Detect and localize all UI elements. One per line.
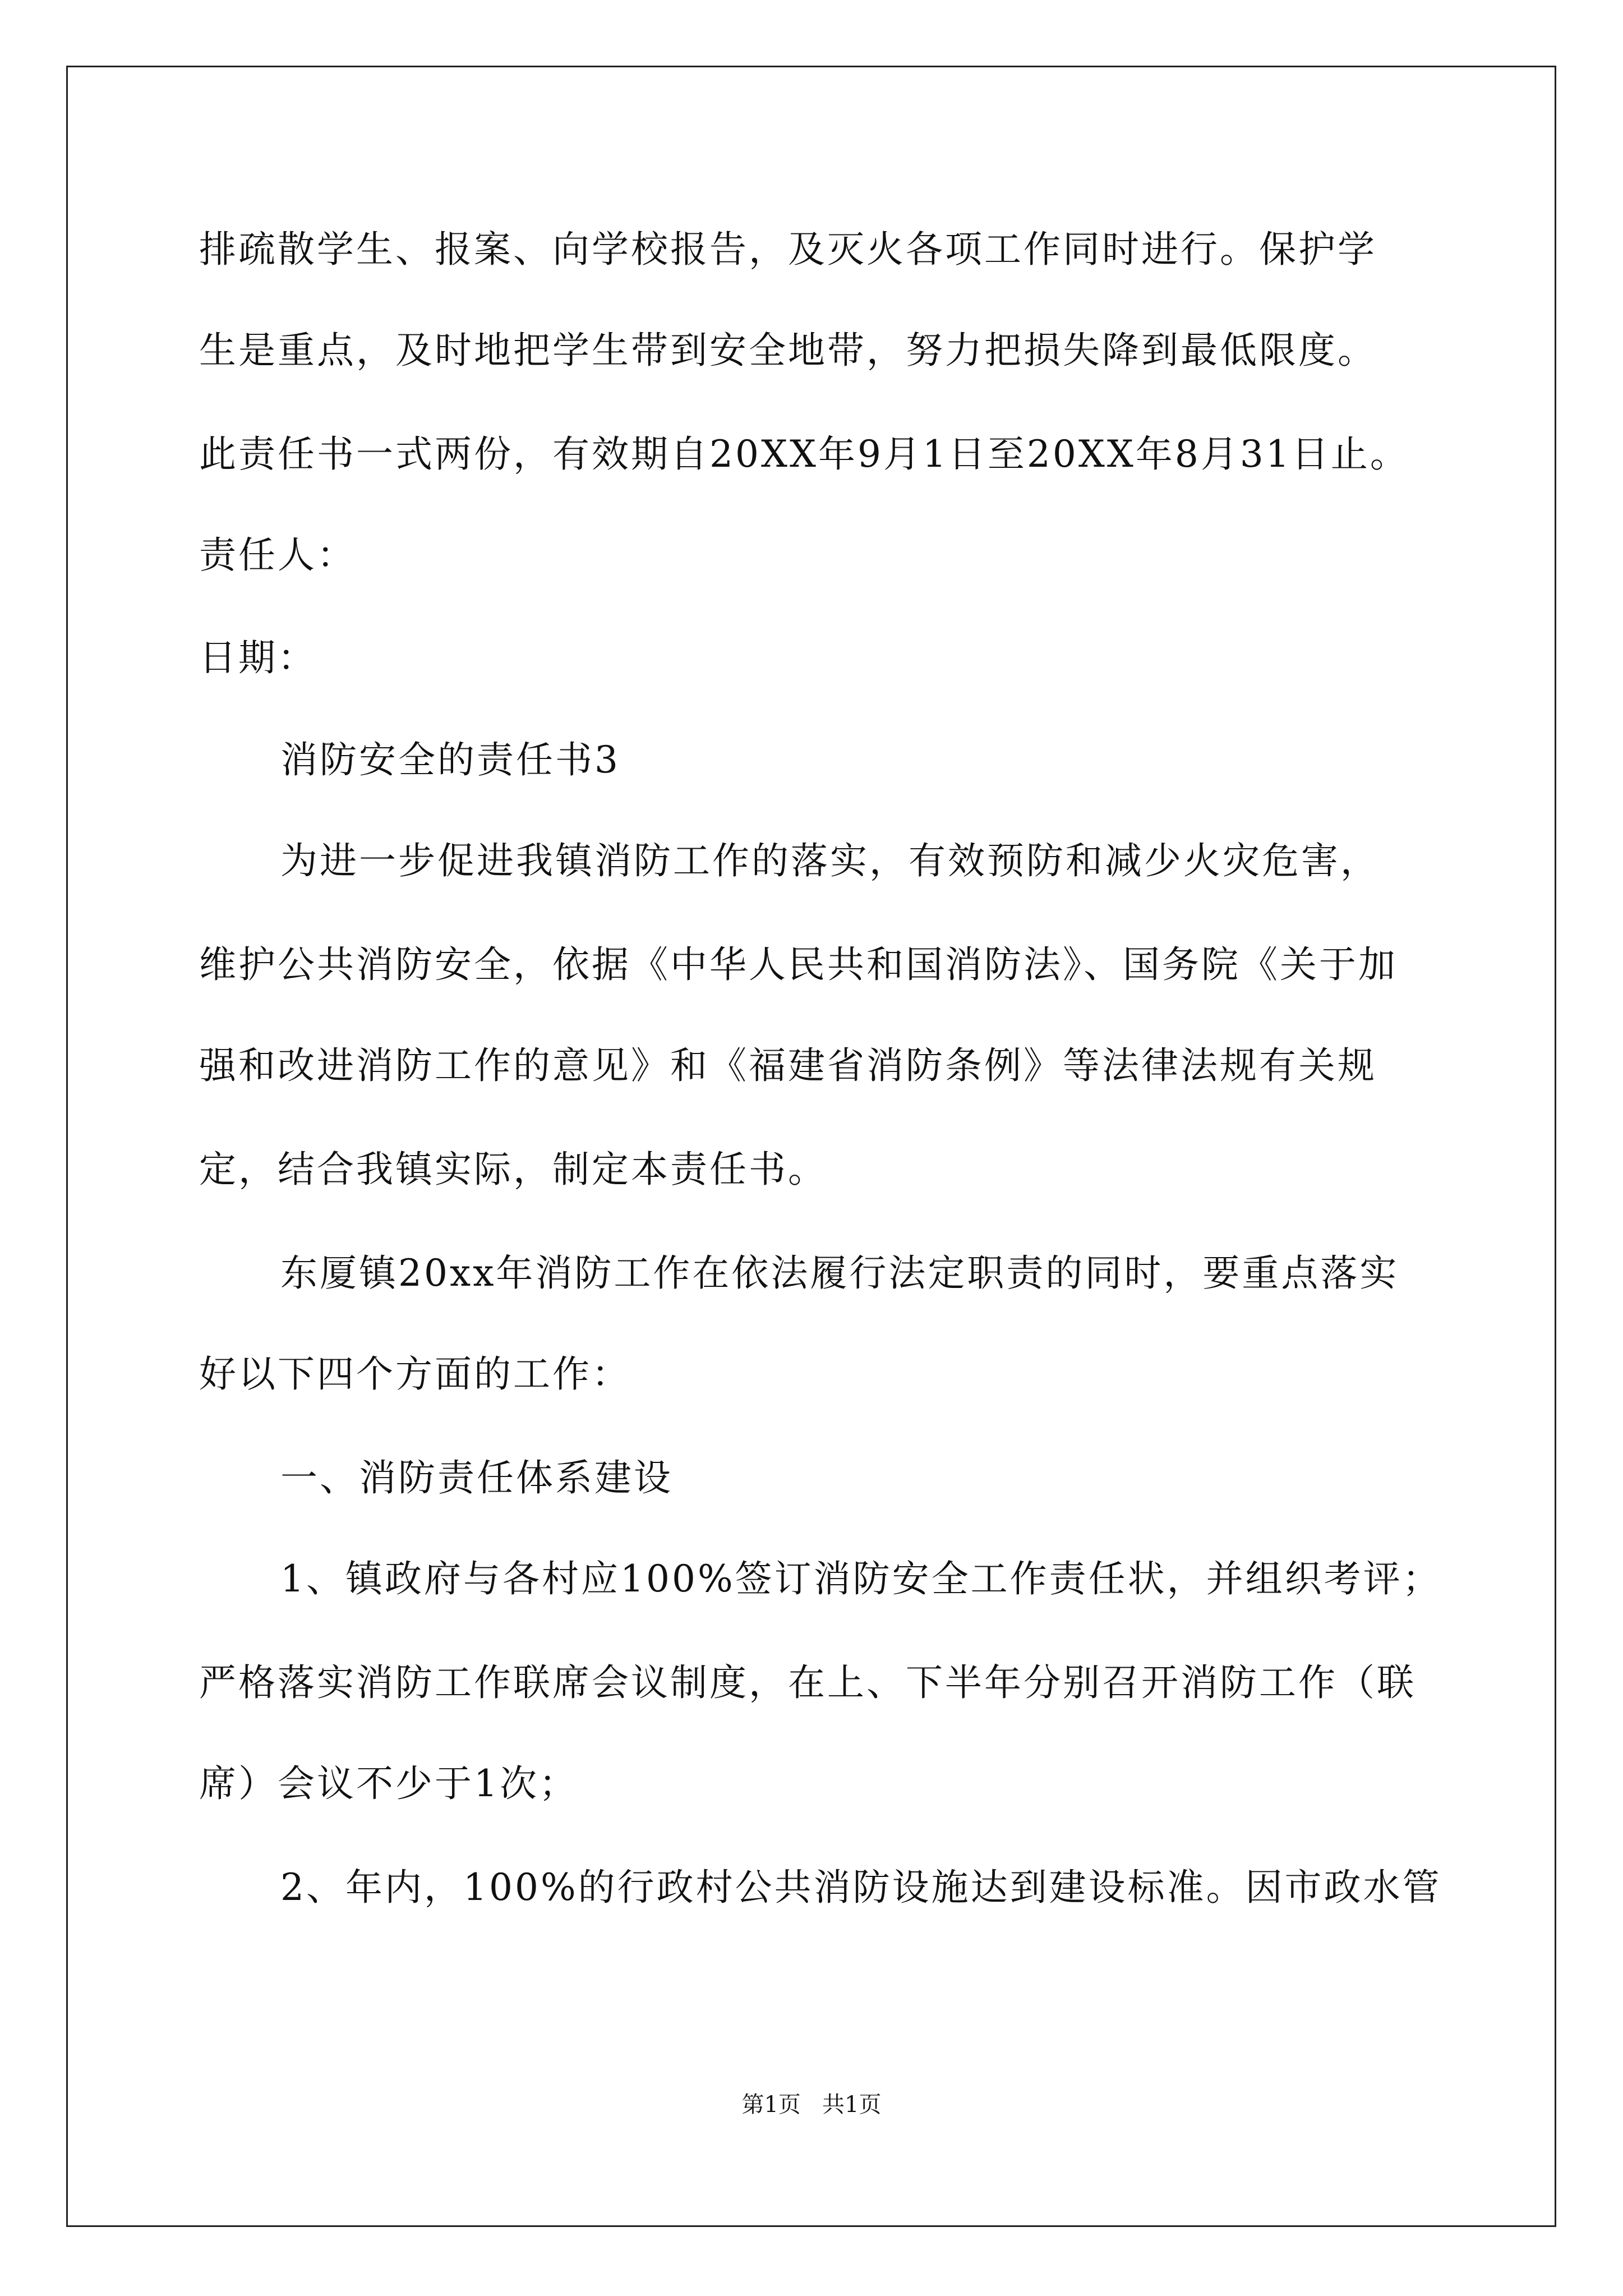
text-line-3: 此责任书一式两份，有效期自20XX年9月1日至20XX年8月31日止。 [199, 432, 1409, 476]
page-number-footer: 第1页 共1页 [741, 2092, 882, 2118]
text-line-8: 维护公共消防安全，依据《中华人民共和国消防法》、国务院《关于加 [199, 943, 1398, 986]
text-line-15: 严格落实消防工作联席会议制度，在上、下半年分别召开消防工作（联 [199, 1661, 1416, 1704]
subsection-heading: 一、消防责任体系建设 [280, 1456, 673, 1499]
text-line-2: 生是重点，及时地把学生带到安全地带，努力把损失降到最低限度。 [199, 329, 1377, 372]
text-line-14: 1、镇政府与各村应100%签订消防安全工作责任状，并组织考评； [280, 1557, 1442, 1600]
text-line-9: 强和改进消防工作的意见》和《福建省消防条例》等法律法规有关规 [199, 1044, 1377, 1087]
text-line-17: 2、年内，100%的行政村公共消防设施达到建设标准。因市政水管 [280, 1866, 1442, 1909]
text-line-11: 东厦镇20xx年消防工作在依法履行法定职责的同时，要重点落实 [280, 1251, 1399, 1295]
text-line-4: 责任人： [199, 533, 356, 577]
text-line-5: 日期： [199, 636, 317, 679]
text-line-16: 席）会议不少于1次； [199, 1762, 578, 1805]
text-line-12: 好以下四个方面的工作： [199, 1352, 631, 1396]
section-heading: 消防安全的责任书3 [280, 738, 620, 781]
text-line-10: 定，结合我镇实际，制定本责任书。 [199, 1148, 827, 1191]
text-line-7: 为进一步促进我镇消防工作的落实，有效预防和减少火灾危害， [280, 839, 1380, 882]
text-line-1: 排疏散学生、报案、向学校报告，及灭火各项工作同时进行。保护学 [199, 228, 1377, 271]
